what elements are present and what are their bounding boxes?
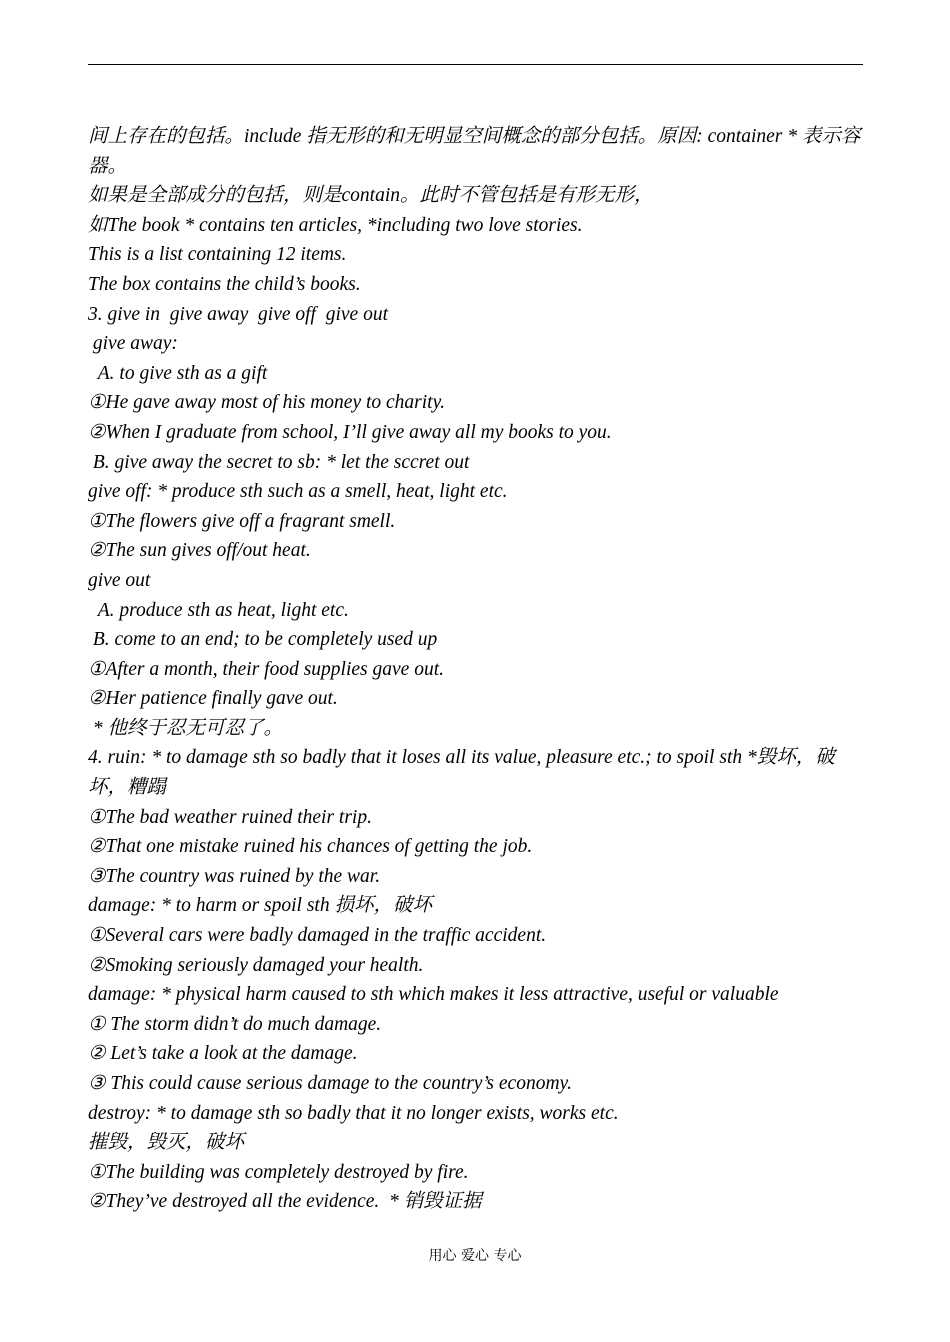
section-heading: 4. ruin: * to damage sth so badly that it loses all its value, pleasure etc.; to spoil sth *毁坏，破坏，糟蹋 [88, 747, 835, 799]
example-line: ①The flowers give off a fragrant smell. [88, 510, 396, 532]
example-line: ③The country was ruined by the war. [88, 865, 381, 887]
document-body [88, 122, 868, 1217]
example-line: ②When I graduate from school, I’ll give away all my books to you. [88, 421, 612, 443]
text-line: B. give away the secret to sb: * let the sccret out [88, 451, 470, 473]
example-line: ②That one mistake ruined his chances of getting the job. [88, 836, 533, 858]
example-line: ①After a month, their food supplies gave out. [88, 658, 444, 680]
section-heading: 3. give in give away give off give out [88, 303, 388, 325]
example-line: ② Let’s take a look at the damage. [88, 1043, 358, 1065]
text-line: This is a list containing 12 items. [88, 244, 347, 266]
example-line: ②The sun gives off/out heat. [88, 540, 311, 562]
example-line: ①The building was completely destroyed by fire. [88, 1161, 469, 1183]
text-line: B. come to an end; to be completely used up [88, 629, 438, 651]
text-line: * 他终于忍无可忍了。 [88, 717, 284, 739]
text-line: The box contains the child’s books. [88, 273, 361, 295]
example-line: ① The storm didn’t do much damage. [88, 1013, 382, 1035]
example-line: ①The bad weather ruined their trip. [88, 806, 372, 828]
header-rule [88, 64, 863, 65]
text-line: give out [88, 569, 151, 591]
text-line: A. to give sth as a gift [88, 362, 268, 384]
text-line: 如果是全部成分的包括，则是contain。此时不管包括是有形无形， [88, 185, 654, 207]
text-line: give off: * produce sth such as a smell, heat, light etc. [88, 481, 508, 503]
text-line: 如The book * contains ten articles, *including two love stories. [88, 214, 583, 236]
text-line: give away: [88, 333, 178, 355]
example-line: ①Several cars were badly damaged in the traffic accident. [88, 925, 547, 947]
example-line: ②Smoking seriously damaged your health. [88, 954, 424, 976]
text-line: 摧毁，毁灭，破坏 [88, 1132, 245, 1154]
example-line: ③ This could cause serious damage to the country’s economy. [88, 1073, 572, 1094]
text-line: A. produce sth as heat, light etc. [88, 599, 349, 621]
example-line: ①He gave away most of his money to charity. [88, 392, 446, 414]
page-footer: 用心 爱心 专心 [428, 1248, 522, 1264]
example-line: ②Her patience finally gave out. [88, 688, 338, 710]
text-line: damage: * physical harm caused to sth which makes it less attractive, useful or valuable [88, 984, 779, 1006]
text-line: damage: * to harm or spoil sth 损坏，破坏 [88, 895, 432, 917]
text-line: destroy: * to damage sth so badly that it no longer exists, works etc. [88, 1102, 619, 1124]
example-line: ②They’ve destroyed all the evidence. * 销毁证据 [88, 1191, 482, 1213]
text-line: 间上存在的包括。include 指无形的和无明显空间概念的部分包括。原因: container * 表示容器。 [88, 126, 861, 177]
